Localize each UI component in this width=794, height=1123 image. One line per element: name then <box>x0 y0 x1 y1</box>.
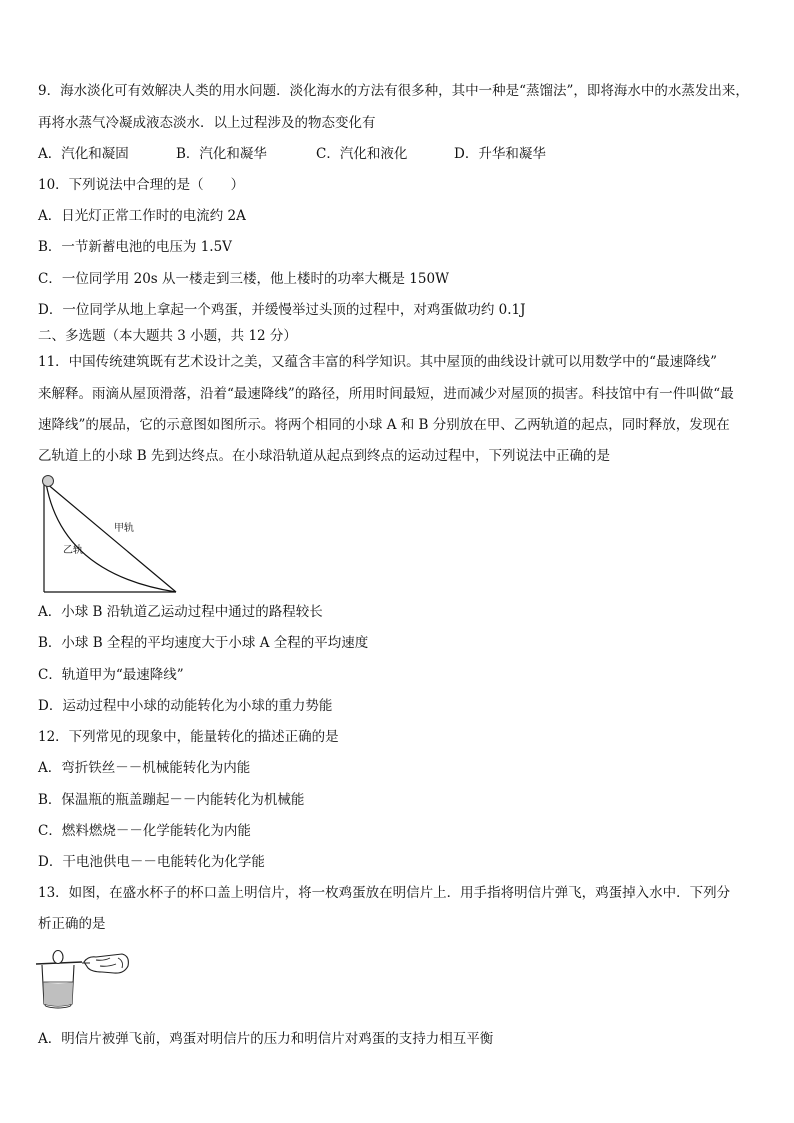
q9-stem-line2: 再将水蒸气冷凝成液态淡水．以上过程涉及的物态变化有 <box>38 115 376 131</box>
label-track-jia: 甲轨 <box>114 523 134 534</box>
water <box>44 982 73 1006</box>
q13-stem-line2: 析正确的是 <box>38 916 106 932</box>
q10-option-d: D．一位同学从地上拿起一个鸡蛋，并缓慢举过头顶的过程中，对鸡蛋做功约 0.1J <box>38 302 526 318</box>
q11-stem-line2: 来解释。雨滴从屋顶滑落，沿着“最速降线”的路径，所用时间最短，进而减少对屋顶的损害。科技馆中有一件叫做“最 <box>38 386 734 402</box>
q11-option-b: B．小球 B 全程的平均速度大于小球 A 全程的平均速度 <box>38 635 369 651</box>
q11-stem-line1: 11．中国传统建筑既有艺术设计之美，又蕴含丰富的科学知识。其中屋顶的曲线设计就可以用数学中的“最速降线” <box>38 354 717 370</box>
q10-option-c: C．一位同学用 20s 从一楼走到三楼，他上楼时的功率大概是 150W <box>38 271 449 287</box>
q12-option-c: C．燃料燃烧－－化学能转化为内能 <box>38 823 251 839</box>
section-heading: 二、多选题（本大题共 3 小题，共 12 分） <box>38 328 297 344</box>
q13-egg-card-figure <box>34 948 136 1012</box>
q11-stem-line3: 速降线”的展品，它的示意图如图所示。将两个相同的小球 A 和 B 分别放在甲、乙两轨道的起点，同时释放，发现在 <box>38 417 730 433</box>
q10-option-b: B．一节新蓄电池的电压为 1.5V <box>38 239 232 255</box>
hand-icon <box>84 954 128 973</box>
q9-option-b: B．汽化和凝华 <box>176 146 267 162</box>
q12-stem: 12．下列常见的现象中，能量转化的描述正确的是 <box>38 729 339 745</box>
q12-option-d: D．干电池供电－－电能转化为化学能 <box>38 854 265 870</box>
q12-option-b: B．保温瓶的瓶盖蹦起－－内能转化为机械能 <box>38 792 305 808</box>
q9-option-c: C．汽化和液化 <box>316 146 408 162</box>
q9-option-a: A．汽化和凝固 <box>38 146 129 162</box>
ball-icon <box>43 476 54 487</box>
q13-option-a: A．明信片被弹飞前，鸡蛋对明信片的压力和明信片对鸡蛋的支持力相互平衡 <box>38 1031 494 1047</box>
track-jia-line <box>46 483 176 592</box>
q11-option-c: C．轨道甲为“最速降线” <box>38 667 184 683</box>
q9-option-d: D．升华和凝华 <box>454 146 546 162</box>
q10-option-a: A．日光灯正常工作时的电流约 2A <box>38 208 246 224</box>
label-track-yi: 乙轨 <box>63 545 83 556</box>
q11-option-d: D．运动过程中小球的动能转化为小球的重力势能 <box>38 698 333 714</box>
q11-stem-line4: 乙轨道上的小球 B 先到达终点。在小球沿轨道从起点到终点的运动过程中，下列说法中正确的是 <box>38 448 611 464</box>
q12-option-a: A．弯折铁丝－－机械能转化为内能 <box>38 760 251 776</box>
egg-icon <box>53 951 63 964</box>
q9-options <box>38 145 546 163</box>
q10-stem: 10．下列说法中合理的是（ ） <box>38 177 245 193</box>
q13-stem-line1: 13．如图，在盛水杯子的杯口盖上明信片，将一枚鸡蛋放在明信片上．用手指将明信片弹飞，鸡蛋掉入水中．下列分 <box>38 885 731 901</box>
q9-stem-line1: 9．海水淡化可有效解决人类的用水问题．淡化海水的方法有很多种，其中一种是“蒸馏法”，即将海水中的水蒸发出来， <box>38 83 749 99</box>
q11-option-a: A．小球 B 沿轨道乙运动过程中通过的路程较长 <box>38 604 323 620</box>
q11-track-figure <box>36 474 186 596</box>
